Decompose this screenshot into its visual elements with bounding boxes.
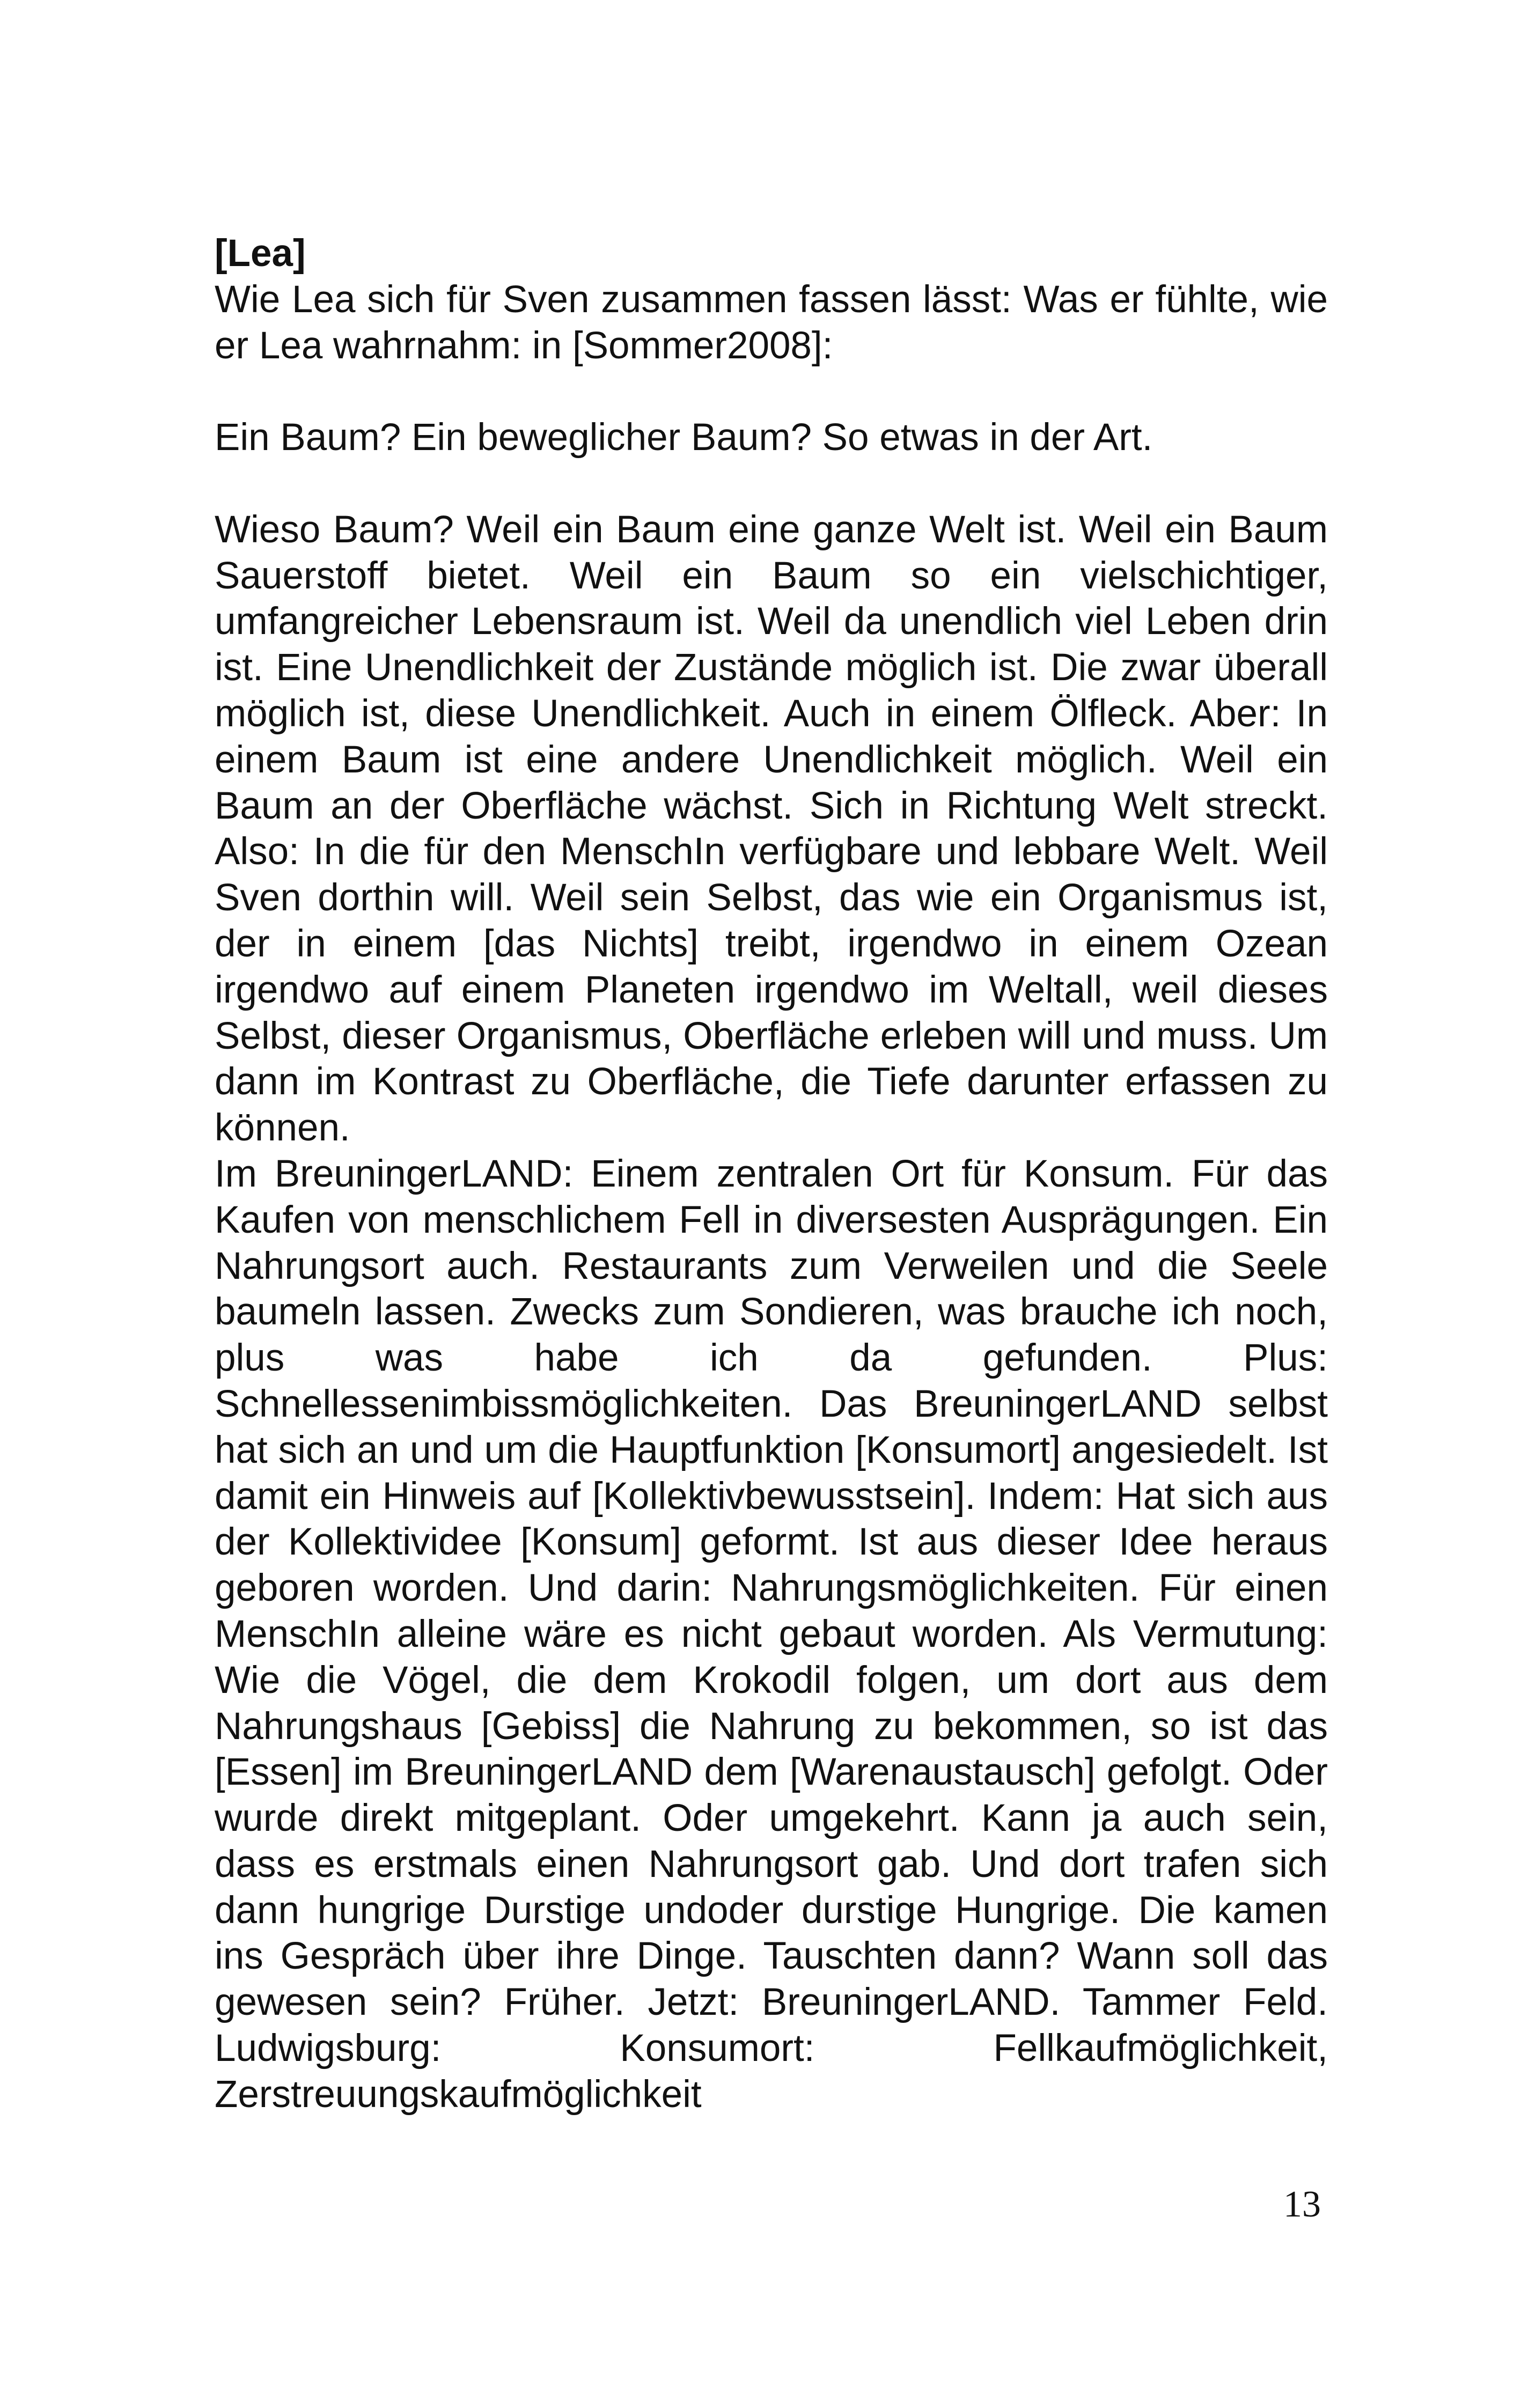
paragraph-gap	[215, 369, 1328, 415]
question-line: Ein Baum? Ein beweglicher Baum? So etwas in der Art.	[215, 416, 1153, 459]
body-text	[215, 231, 1328, 2118]
section-heading: [Lea]	[215, 232, 306, 275]
page-number: 13	[1283, 2184, 1321, 2225]
paragraph-tree: Wieso Baum? Weil ein Baum eine ganze Welt ist. Weil ein Baum Sauerstoff bietet. Weil ein Baum so ein vielschichtiger, umfangreicher Lebensraum ist. Weil da unendlich viel Leben drin ist. Eine Unendlichkeit der Zustände möglich ist. Die zwar überall möglich ist, diese Unendlichkeit. Auch in einem Ölfleck. Aber: In einem Baum ist eine andere Unendlichkeit möglich. Weil ein Baum an der Oberfläche wächst. Sich in Richtung Welt streckt. Also: In die für den MenschIn verfügbare und lebbare Welt. Weil Sven dorthin will. Weil sein Selbst, das wie ein Organismus ist, der in einem [das Nichts] treibt, irgendwo in einem Ozean irgendwo auf einem Planeten irgendwo im Weltall, weil dieses Selbst, dieser Organismus, Oberfläche erleben will und muss. Um dann im Kontrast zu Oberfläche, die Tiefe darunter erfassen zu können.	[215, 508, 1328, 1150]
paragraph-breuningerland: Im BreuningerLAND: Einem zentralen Ort für Konsum. Für das Kaufen von menschlichem Fell in diversesten Ausprägungen. Ein Nahrungsort auch. Restaurants zum Verweilen und die Seele baumeln lassen. Zwecks zum Sondieren, was brauche ich noch, plus was habe ich da gefunden. Plus: Schnellessenimbissmöglichkeiten. Das BreuningerLAND selbst hat sich an und um die Hauptfunktion [Konsumort] angesiedelt. Ist damit ein Hinweis auf [Kollektivbewusstsein]. Indem: Hat sich aus der Kollektividee [Konsum] geformt. Ist aus dieser Idee heraus geboren worden. Und darin: Nahrungsmöglichkeiten. Für einen MenschIn alleine wäre es nicht gebaut worden. Als Vermutung: Wie die Vögel, die dem Krokodil folgen, um dort aus dem Nahrungshaus [Gebiss] die Nahrung zu bekommen, so ist das [Essen] im BreuningerLAND dem [Warenaustausch] gefolgt. Oder wurde direkt mitgeplant. Oder umgekehrt. Kann ja auch sein, dass es erstmals einen Nahrungsort gab. Und dort trafen sich dann hungrige Durstige undoder durstige Hungrige. Die kamen ins Gespräch über ihre Dinge. Tauschten dann? Wann soll das gewesen sein? Früher. Jetzt: BreuningerLAND. Tammer Feld. Ludwigsburg: Konsumort: Fellkaufmöglichkeit, Zerstreuungskaufmöglichkeit	[215, 1152, 1328, 2116]
intro-paragraph: Wie Lea sich für Sven zusammen fassen lässt: Was er fühlte, wie er Lea wahrnahm: in [Sommer2008]:	[215, 278, 1328, 367]
paragraph-gap	[215, 461, 1328, 507]
